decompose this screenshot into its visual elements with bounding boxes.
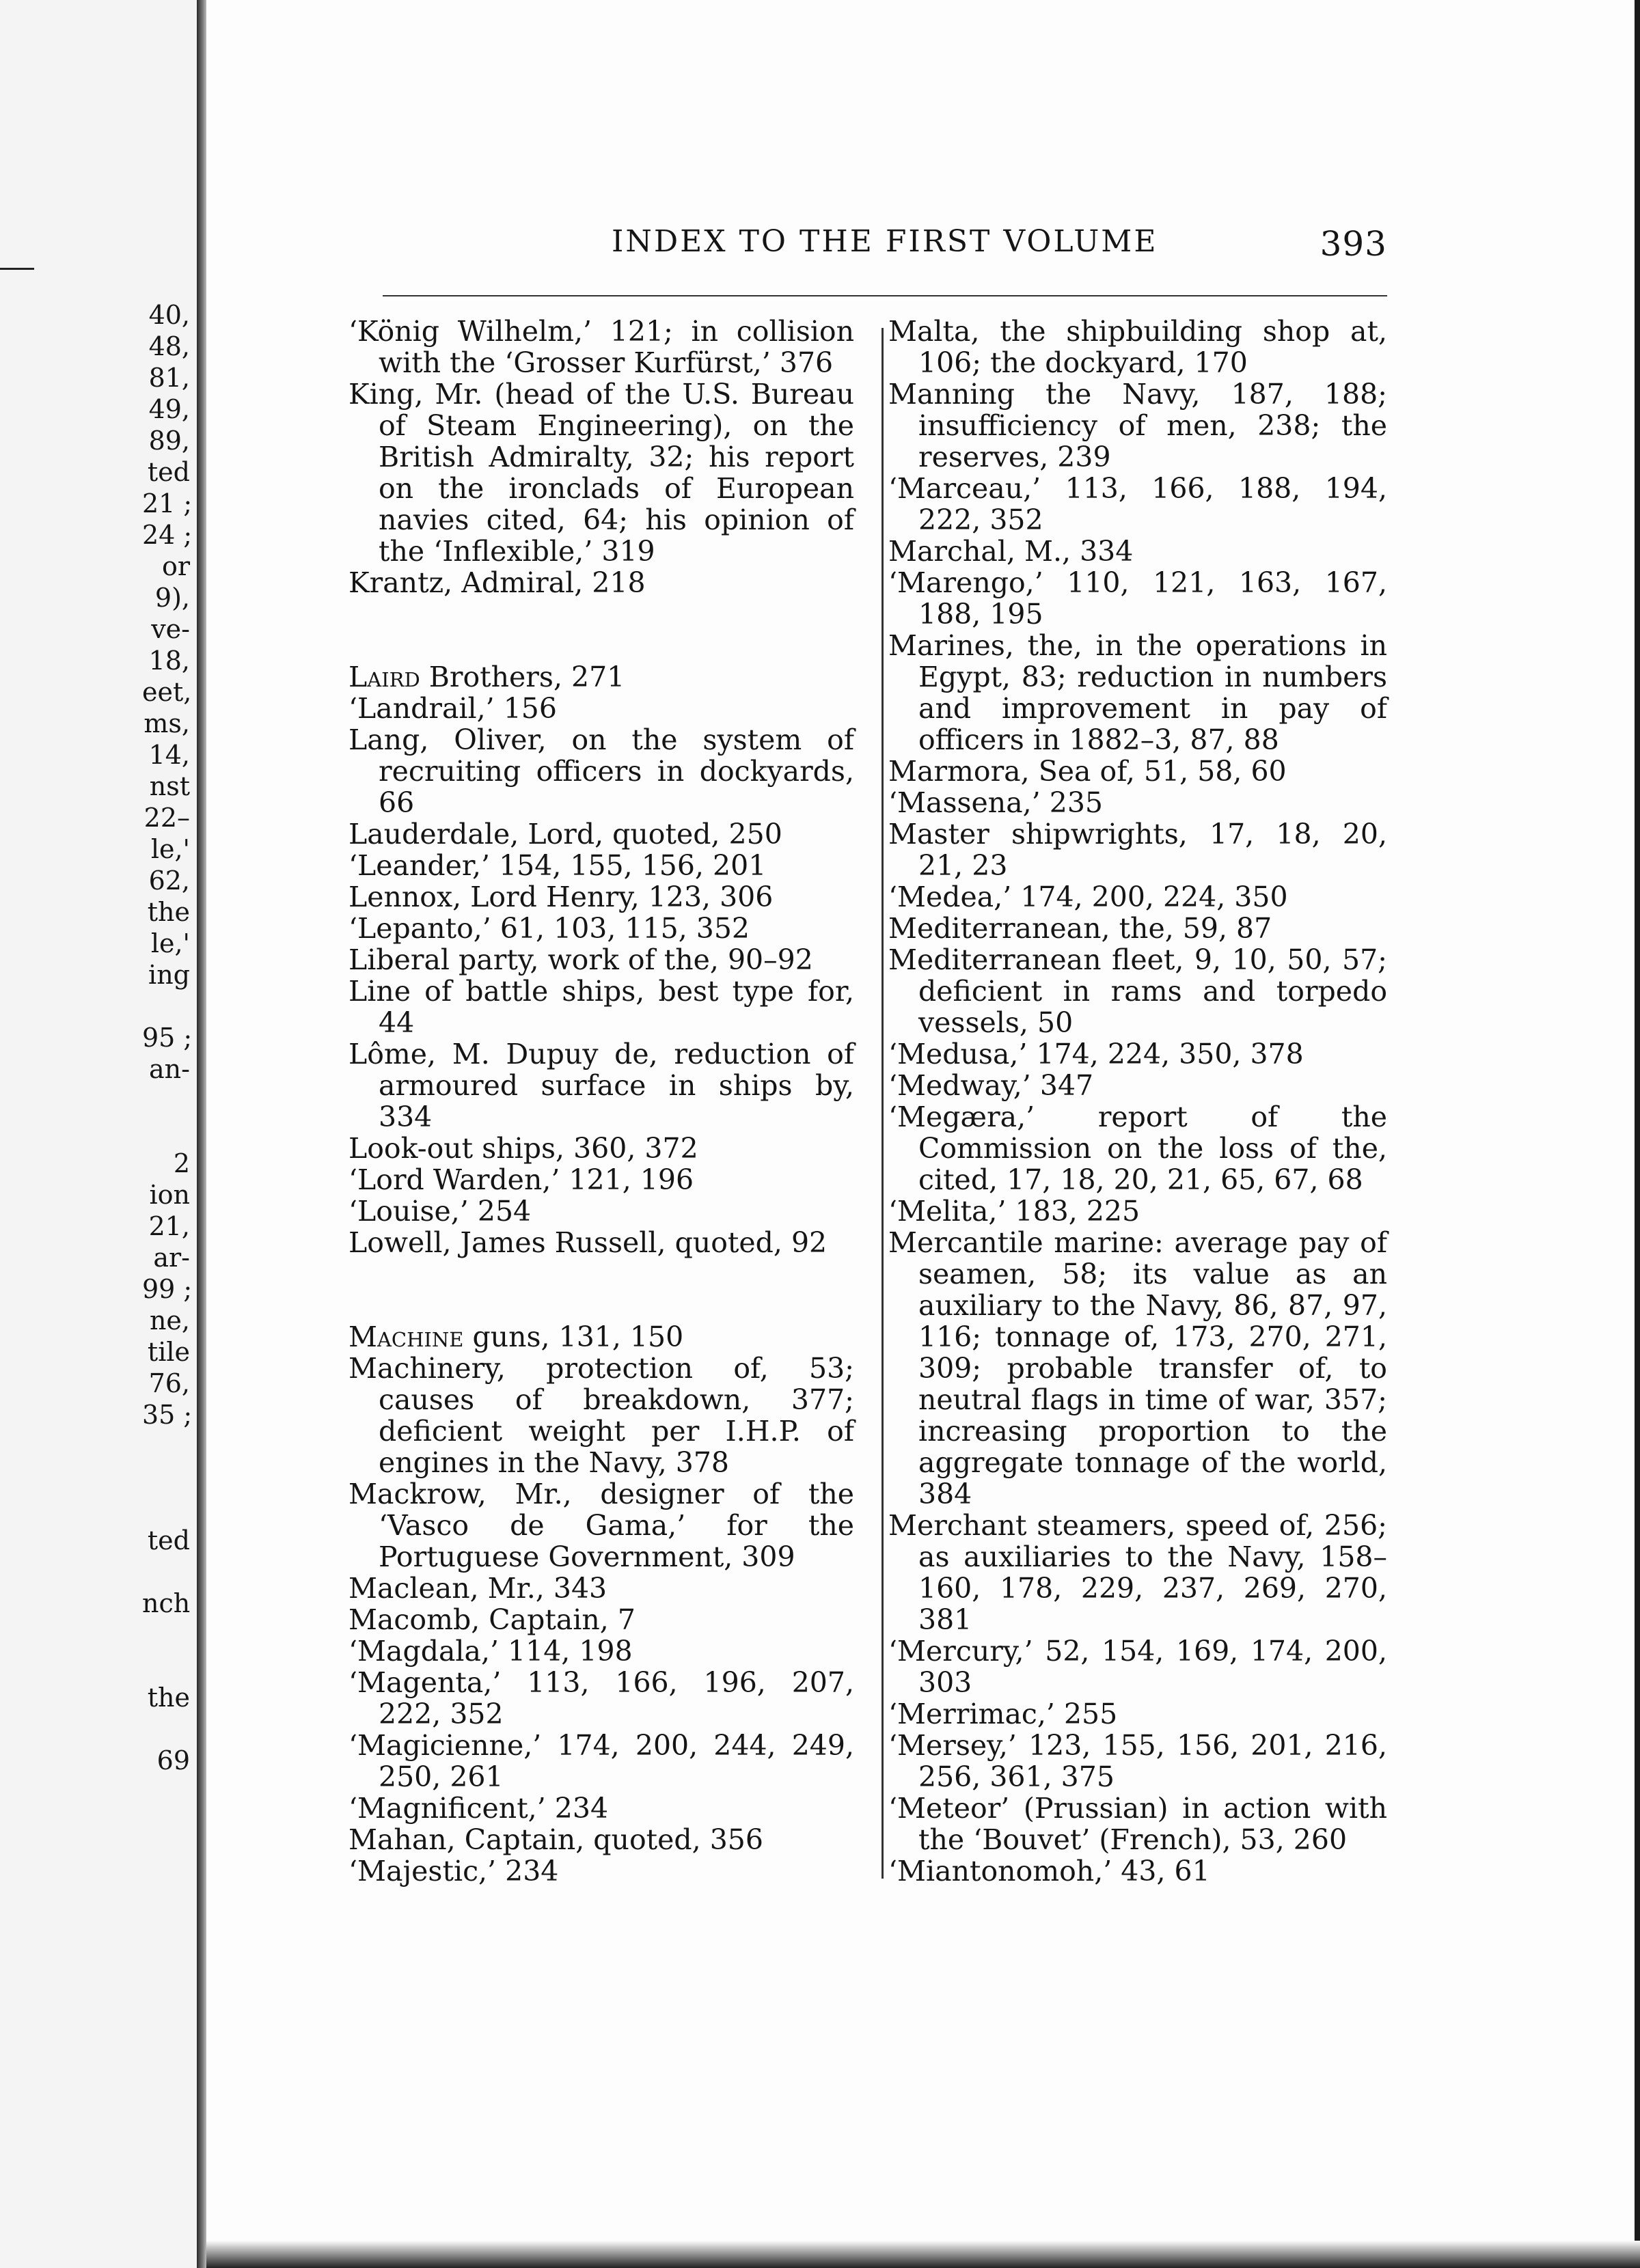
facing-page-line: the: [147, 897, 190, 927]
index-entry-text: ‘Leander,’ 154, 155, 156, 201: [348, 849, 767, 882]
index-entry-text: ‘Lepanto,’ 61, 103, 115, 352: [348, 912, 750, 945]
index-entry-text: Lang, Oliver, on the system of recruiting officers in dockyards, 66: [348, 723, 854, 819]
facing-page-line: eet,: [142, 677, 192, 707]
facing-page-line: 24 ;: [142, 520, 193, 550]
index-entry-text: Malta, the shipbuilding shop at, 106; the dockyard, 170: [888, 315, 1387, 379]
facing-page-line: ms,: [144, 708, 190, 738]
facing-page-line: 22–: [144, 803, 190, 833]
index-entry-text: Lôme, M. Dupuy de, reduction of armoured surface in ships by, 334: [348, 1038, 854, 1133]
index-entry-text: ‘Mersey,’ 123, 155, 156, 201, 216, 256, 361, 375: [888, 1729, 1387, 1793]
index-entry: [888, 1101, 1387, 1195]
index-entry-text: Machinery, protection of, 53; causes of breakdown, 377; deficient weight per I.H.P. of engines in the Navy, 378: [348, 1352, 854, 1479]
facing-page-fragment: [0, 0, 197, 2268]
index-entry: [348, 1478, 854, 1573]
index-entry: [348, 1604, 854, 1635]
index-entry-text: ‘Meteor’ (Prussian) in action with the ‘Bouvet’ (French), 53, 260: [888, 1792, 1387, 1856]
index-entry: [888, 567, 1387, 630]
index-entry: [348, 1133, 854, 1164]
facing-page-line: 40,: [148, 300, 190, 330]
index-entry-text: ‘Marceau,’ 113, 166, 188, 194, 222, 352: [888, 472, 1387, 536]
facing-page-line: tile: [147, 1337, 190, 1367]
facing-page-line: nch: [142, 1588, 191, 1618]
index-entry-text: Liberal party, work of the, 90–92: [348, 943, 813, 976]
index-entry: [888, 756, 1387, 787]
index-entry: [888, 1510, 1387, 1635]
index-entry: [348, 1164, 854, 1195]
facing-page-line: ion: [149, 1180, 190, 1210]
index-entry: [348, 1635, 854, 1667]
index-entry-text: Lowell, James Russell, quoted, 92: [348, 1226, 828, 1259]
letter-section-gap: [348, 598, 854, 661]
index-entry: [888, 630, 1387, 756]
facing-page-line: le,': [150, 834, 190, 864]
index-entry-text: Macomb, Captain, 7: [348, 1603, 636, 1636]
index-entry: [888, 1195, 1387, 1227]
index-entry-text: Manning the Navy, 187, 188; insufficiency of men, 238; the reserves, 239: [888, 378, 1387, 473]
index-entry-text: Krantz, Admiral, 218: [348, 566, 646, 599]
facing-page-line: nst: [149, 771, 190, 801]
index-entry: [888, 378, 1387, 473]
index-entry-text: ‘Magnificent,’ 234: [348, 1792, 609, 1825]
facing-page-line: ar-: [153, 1243, 190, 1273]
index-entry-text: Line of battle ships, best type for, 44: [348, 975, 854, 1039]
letter-section-gap: [348, 1258, 854, 1321]
index-entry: [348, 1227, 854, 1258]
facing-page-line: 14,: [148, 740, 190, 770]
facing-page-line: ne,: [149, 1305, 190, 1336]
index-entry-text: Master shipwrights, 17, 18, 20, 21, 23: [888, 818, 1387, 882]
index-entry: [888, 1730, 1387, 1793]
index-entry-text: ‘König Wilhelm,’ 121; in collision with the ‘Grosser Kurfürst,’ 376: [348, 315, 854, 379]
index-entry-text: Brothers, 271: [420, 661, 625, 693]
index-entry-text: Look-out ships, 360, 372: [348, 1132, 698, 1165]
facing-page-line: 2: [173, 1148, 190, 1178]
index-entry: [348, 1195, 854, 1227]
index-entry-text: ‘Landrail,’ 156: [348, 692, 557, 725]
index-entry: [888, 881, 1387, 913]
facing-page-line: 95 ;: [142, 1023, 193, 1053]
index-entry-text: Marines, the, in the operations in Egypt, 83; reduction in numbers and improvement in pay of officers in 1882–3, 87, 88: [888, 629, 1387, 756]
index-entry-text: ‘Miantonomoh,’ 43, 61: [888, 1855, 1210, 1887]
index-entry: [348, 1730, 854, 1793]
index-entry-text: ‘Majestic,’ 234: [348, 1855, 559, 1887]
index-entry-text: Mackrow, Mr., designer of the ‘Vasco de Gama,’ for the Portuguese Government, 309: [348, 1478, 854, 1573]
facing-page-line: 49,: [148, 394, 190, 424]
index-entry: [888, 1070, 1387, 1101]
facing-page-line: 62,: [148, 866, 190, 896]
index-entry: [888, 944, 1387, 1038]
facing-page-line: 9),: [154, 583, 190, 613]
index-entry-text: ‘Magicienne,’ 174, 200, 244, 249, 250, 261: [348, 1729, 854, 1793]
index-entry: [888, 536, 1387, 567]
index-entry: [888, 473, 1387, 536]
index-entry: [888, 913, 1387, 944]
facing-page-line: 76,: [148, 1368, 190, 1398]
section-initial-word: Laird: [348, 661, 420, 693]
index-entry-text: ‘Massena,’ 235: [888, 786, 1104, 819]
index-entry-text: Lauderdale, Lord, quoted, 250: [348, 818, 782, 850]
facing-page-line: 21,: [148, 1211, 190, 1241]
index-entry-text: ‘Medusa,’ 174, 224, 350, 378: [888, 1038, 1304, 1070]
index-entry: [348, 1824, 854, 1855]
facing-page-rule: [0, 268, 34, 270]
running-header: [601, 224, 1387, 265]
index-entry: [348, 1793, 854, 1824]
page-edge: [1635, 0, 1640, 2268]
index-entry-text: Marchal, M., 334: [888, 535, 1134, 568]
index-entry-text: ‘Medway,’ 347: [888, 1069, 1094, 1102]
facing-page-line: ted: [147, 1525, 190, 1555]
index-entry-text: ‘Louise,’ 254: [348, 1195, 532, 1228]
facing-page-line: 35 ;: [142, 1400, 193, 1430]
index-entry: [888, 818, 1387, 881]
index-entry-text: Mercantile marine: average pay of seamen, 58; its value as an auxiliary to the Navy, 86, 87, 97, 116; tonnage of, 173, 270, 271, 309; probable transfer of, to neutral flags in time of war, 357; increasing proportion to the aggregate tonnage of the world, 384: [888, 1226, 1387, 1510]
facing-page-line: or: [161, 551, 190, 581]
facing-page-line: ted: [147, 457, 190, 487]
index-entry-text: guns, 131, 150: [463, 1320, 684, 1353]
facing-page-line: 48,: [148, 331, 190, 361]
index-entry-text: ‘Magdala,’ 114, 198: [348, 1635, 633, 1668]
index-entry: [888, 1793, 1387, 1855]
index-entry: [348, 1855, 854, 1887]
index-entry-text: ‘Lord Warden,’ 121, 196: [348, 1163, 694, 1196]
index-entry: [348, 1038, 854, 1133]
index-entry: [348, 378, 854, 567]
index-entry: [888, 787, 1387, 818]
index-entry-text: Maclean, Mr., 343: [348, 1572, 607, 1605]
facing-page-line: 99 ;: [142, 1274, 193, 1304]
index-entry-text: ‘Magenta,’ 113, 166, 196, 207, 222, 352: [348, 1666, 854, 1730]
index-entry: [348, 850, 854, 881]
facing-page-line: the: [147, 1683, 190, 1713]
index-entry-text: ‘Marengo,’ 110, 121, 163, 167, 188, 195: [888, 566, 1387, 631]
page-bottom-shadow: [206, 2241, 1640, 2268]
column-divider: [882, 328, 884, 1879]
facing-page-line: ve-: [151, 614, 190, 644]
index-entry: [348, 1667, 854, 1730]
index-entry: [348, 316, 854, 378]
page-number: 393: [1320, 224, 1387, 264]
index-entry-text: ‘Melita,’ 183, 225: [888, 1195, 1140, 1228]
index-entry-text: ‘Medea,’ 174, 200, 224, 350: [888, 881, 1288, 913]
index-entry-text: ‘Megæra,’ report of the Commission on the loss of the, cited, 17, 18, 20, 21, 65, 67, 68: [888, 1101, 1387, 1196]
index-entry: [348, 976, 854, 1038]
book-gutter: [197, 0, 206, 2268]
index-entry: [888, 316, 1387, 378]
index-column-left: [348, 316, 854, 1887]
index-entry: [888, 1038, 1387, 1070]
index-entry: [348, 1573, 854, 1604]
index-entry-text: King, Mr. (head of the U.S. Bureau of Steam Engineering), on the British Admiralty, 32; his report on the ironclads of European navies cited, 64; his opinion of the ‘Inflexible,’ 319: [348, 378, 854, 568]
facing-page-line: 89,: [148, 426, 190, 456]
index-entry-text: ‘Merrimac,’ 255: [888, 1698, 1118, 1730]
index-entry: [888, 1698, 1387, 1730]
running-title: INDEX TO THE FIRST VOLUME: [612, 224, 1158, 259]
index-entry: [348, 913, 854, 944]
index-entry-text: ‘Mercury,’ 52, 154, 169, 174, 200, 303: [888, 1635, 1387, 1699]
facing-page-line: an-: [149, 1054, 190, 1084]
facing-page-line: 21 ;: [142, 488, 193, 518]
index-entry-text: Merchant steamers, speed of, 256; as auxiliaries to the Navy, 158–160, 178, 229, 237, 269, 270, 381: [888, 1509, 1387, 1636]
index-entry: [348, 818, 854, 850]
facing-page-line: ing: [148, 960, 190, 990]
index-entry: [348, 693, 854, 724]
index-entry-text: Mahan, Captain, quoted, 356: [348, 1823, 763, 1856]
index-column-right: [888, 316, 1387, 1887]
facing-page-line: 81,: [148, 363, 190, 393]
index-entry: [348, 944, 854, 976]
index-entry: [348, 724, 854, 818]
index-entry-text: Mediterranean, the, 59, 87: [888, 912, 1272, 945]
index-entry-text: Lennox, Lord Henry, 123, 306: [348, 881, 774, 913]
section-initial-word: Machine: [348, 1320, 464, 1353]
header-rule: [383, 295, 1387, 296]
index-entry-text: Mediterranean fleet, 9, 10, 50, 57; deficient in rams and torpedo vessels, 50: [888, 943, 1387, 1039]
index-entry: [888, 1855, 1387, 1887]
facing-page-line: le,': [150, 928, 190, 958]
index-entry-text: Marmora, Sea of, 51, 58, 60: [888, 755, 1287, 788]
facing-page-line: 18,: [148, 646, 190, 676]
index-entry: [348, 881, 854, 913]
index-entry: [888, 1227, 1387, 1510]
index-entry: [348, 1321, 854, 1353]
index-entry: [348, 661, 854, 693]
index-entry: [348, 1353, 854, 1478]
index-entry: [888, 1635, 1387, 1698]
facing-page-line: 69: [156, 1745, 190, 1775]
index-entry: [348, 567, 854, 598]
